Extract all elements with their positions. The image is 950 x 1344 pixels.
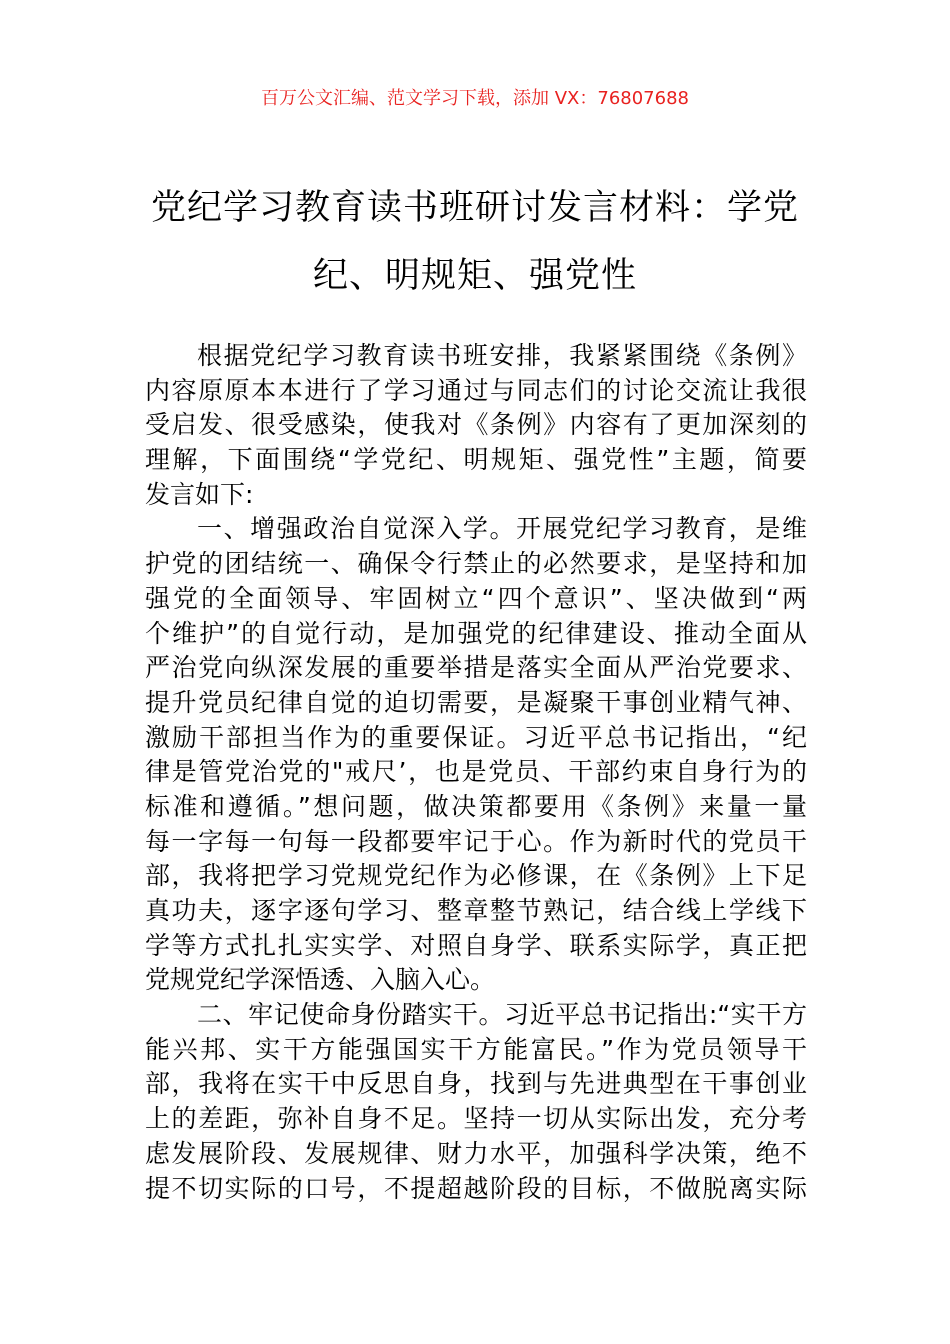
paragraph-line: 护党的团结统一、确保令行禁止的必然要求，是坚持和加 <box>145 549 807 579</box>
paragraph-line: 能兴邦、实干方能强国实干方能富民。”作为党员领导干 <box>145 1034 807 1064</box>
paragraph-line: 学等方式扎扎实实学、对照自身学、联系实际学，真正把 <box>145 930 807 960</box>
paragraph-line: 部，我将在实干中反思自身，找到与先进典型在干事创业 <box>145 1069 807 1099</box>
paragraph-line: 标准和遵循。”想问题，做决策都要用《条例》来量一量 <box>145 791 807 821</box>
paragraph-line: 二、牢记使命身份踏实干。习近平总书记指出:“实干方 <box>197 1000 807 1030</box>
paragraph-line: 党规党纪学深悟透、入脑入心。 <box>145 965 496 995</box>
watermark-header: 百万公文汇编、范文学习下载，添加 VX：76807688 <box>261 88 689 109</box>
paragraph-line: 提升党员纪律自觉的迫切需要，是凝聚干事创业精气神、 <box>145 687 807 717</box>
paragraph-line: 每一字每一句每一段都要牢记于心。作为新时代的党员干 <box>145 826 807 856</box>
paragraph-line: 提不切实际的口号，不提超越阶段的目标，不做脱离实际 <box>145 1173 807 1203</box>
paragraph-line: 内容原原本本进行了学习通过与同志们的讨论交流让我很 <box>145 375 807 405</box>
paragraph-line: 发言如下: <box>145 479 254 509</box>
document-body <box>145 339 807 1206</box>
document-title-line-1: 党纪学习教育读书班研讨发言材料：学党 <box>150 188 799 228</box>
paragraph-line: 部，我将把学习党规党纪作为必修课，在《条例》上下足 <box>145 861 807 891</box>
document-title-line-2: 纪、明规矩、强党性 <box>312 256 637 296</box>
paragraph-line: 理解，下面围绕“学党纪、明规矩、强党性”主题，简要 <box>145 445 807 475</box>
paragraph-line: 一、增强政治自觉深入学。开展党纪学习教育，是维 <box>197 514 807 544</box>
paragraph-line: 激励干部担当作为的重要保证。习近平总书记指出，“纪 <box>145 722 807 752</box>
paragraph-line: 上的差距，弥补自身不足。坚持一切从实际出发，充分考 <box>145 1104 807 1134</box>
paragraph-line: 律是管党治党的"戒尺’，也是党员、干部约束自身行为的 <box>145 757 807 787</box>
paragraph-line: 严治党向纵深发展的重要举措是落实全面从严治党要求、 <box>145 653 807 683</box>
paragraph-line: 根据党纪学习教育读书班安排，我紧紧围绕《条例》 <box>197 341 807 370</box>
paragraph-line: 真功夫，逐字逐句学习、整章整节熟记，结合线上学线下 <box>145 896 807 925</box>
paragraph-line: 个维护”的自觉行动，是加强党的纪律建设、推动全面从 <box>145 618 807 648</box>
paragraph-line: 强党的全面领导、牢固树立“四个意识”、坚决做到“两 <box>145 583 807 613</box>
paragraph-line: 受启发、很受感染，使我对《条例》内容有了更加深刻的 <box>145 410 807 440</box>
paragraph-line: 虑发展阶段、发展规律、财力水平，加强科学决策，绝不 <box>145 1138 807 1168</box>
